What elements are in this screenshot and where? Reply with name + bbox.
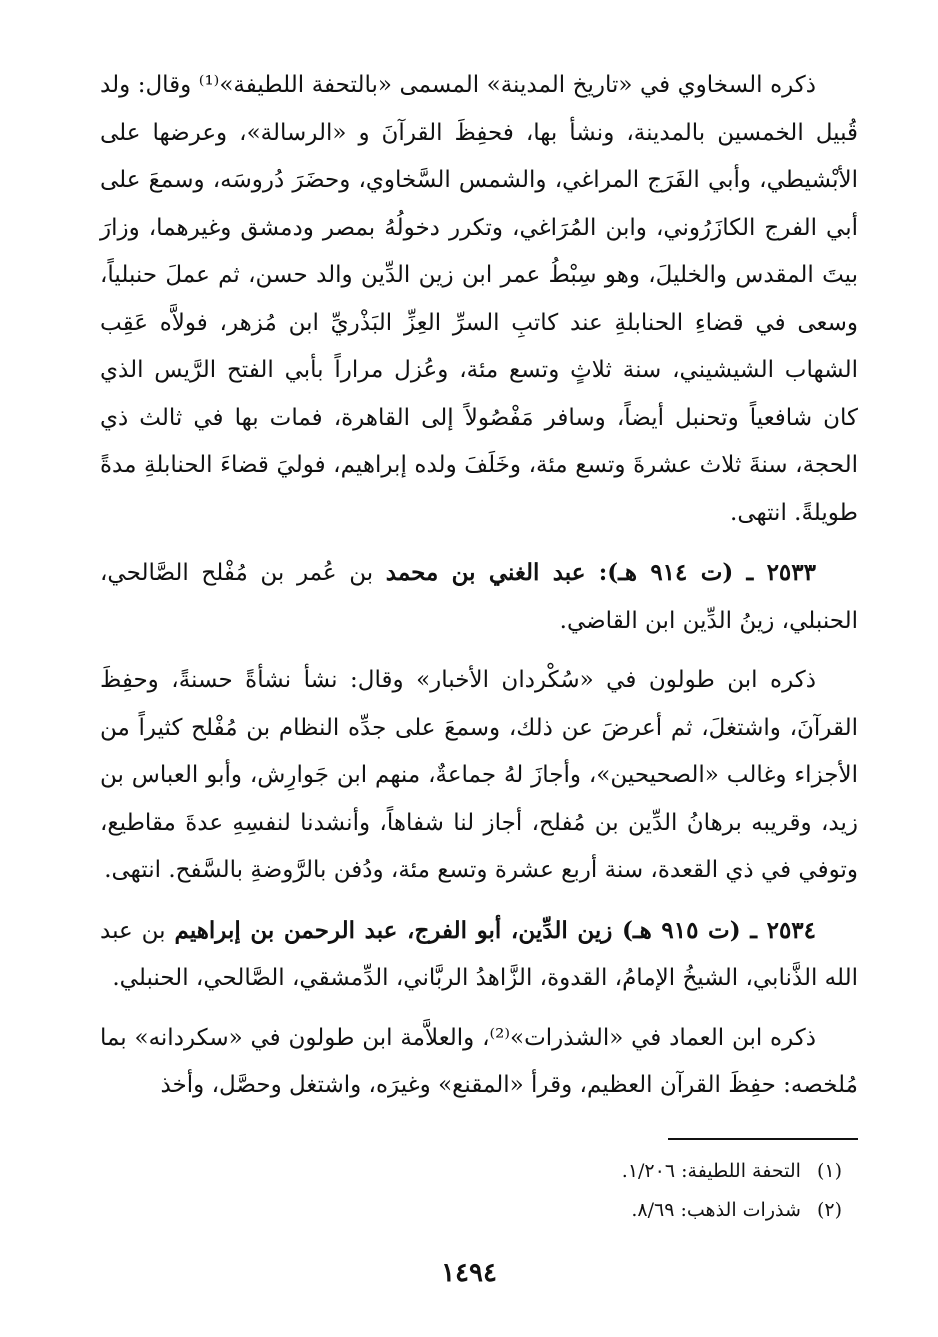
paragraph-sakhawi: ذكره السخاوي في «تاريخ المدينة» المسمى «بالتحفة اللطيفة»⁽¹⁾ وقال: ولد قُبيل الخمسين بالمدينة، ونشأ بها، فحفِظَ القرآنَ و «الرسالة»، وعرضها على الأبْشيطي، وأبي الفَرَج المراغي، والشمس السَّخاوي، وحضَرَ دُروسَه، وسمعَ على أبي الفرج الكازَرُوني، وابن المُرَاغي، وتكرر دخولُهُ بمصر ودمشق وغيرهما، وزارَ بيتَ المقدس والخليلَ، وهو سِبْطُ عمر ابن زين الدِّين والد حسن، ثم عملَ حنبلياً، وسعى في قضاءِ الحنابلةِ عند كاتبِ السرِّ العِزِّ البَذْريِّ ابن مُزهر، فولاَّه عَقِب الشهاب الشيشيني، سنة ثلاثٍ وتسع مئة، وعُزل مراراً بأبي الفتح الرَّيس الذي كان شافعياً وتحنبل أيضاً، وسافر مَفْصُولاً إلى القاهرة، فمات بها في ثالث ذي الحجة، سنةَ ثلاث عشرةَ وتسع مئة، وخَلَفَ ولده إبراهيم، فوليَ قضاءَ الحنابلةِ مدةً طويلةً. انتهى.	[100, 72, 858, 526]
entry-2533-text: بن عُمر بن مُفْلح الصَّالحي، الحنبلي، زينُ الدِّين ابن القاضي.	[100, 560, 858, 634]
footnote-divider	[668, 1138, 858, 1140]
entry-2534-text: بن عبد الله الذَّنابي، الشيخُ الإمامُ، القدوة، الزَّاهدُ الربَّاني، الدِّمشقي، الصَّالحي، الحنبلي.	[100, 917, 858, 991]
entry-2534	[100, 907, 858, 1003]
page-number: ١٤٩٤	[441, 1258, 497, 1288]
footnote-2	[142, 1191, 842, 1230]
entry-2534-heading: ٢٥٣٤ ـ (ت ٩١٥ هـ) زين الدِّين، أبو الفرج، عبد الرحمن بن إبراهيم	[174, 916, 817, 944]
entry-2533	[100, 549, 858, 645]
footnotes	[142, 1152, 842, 1230]
footnote-1-text: التحفة اللطيفة: ١/٢٠٦.	[621, 1160, 801, 1182]
footnote-2-number: (٢)	[816, 1199, 842, 1221]
footnote-2-text: شذرات الذهب: ٨/٦٩.	[631, 1199, 801, 1221]
footnote-1-number: (١)	[816, 1160, 842, 1182]
page-body	[100, 62, 858, 1110]
paragraph-ibn-al-imad: ذكره ابن العماد في «الشذرات»⁽²⁾، والعلاَّمة ابن طولون في «سكردانه» بما مُلخصه: حفِظَ القرآن العظيم، وقرأ «المقنع» وغيرَه، واشتغل وحصَّل، وأخذ	[100, 1024, 858, 1098]
entry-2533-heading: ٢٥٣٣ ـ (ت ٩١٤ هـ): عبد الغني بن محمد	[385, 559, 816, 586]
footnote-1	[142, 1152, 842, 1191]
paragraph-ibn-tulun: ذكره ابن طولون في «سُكْردان الأخبار» وقال: نشأ نشأةً حسنةً، وحفِظَ القرآنَ، واشتغلَ، ثم أعرضَ عن ذلك، وسمعَ على جدِّه النظام بن مُفْلح كثيراً من الأجزاء وغالب «الصحيحين»، وأجازَ لهُ جماعةٌ، منهم ابن جَوارِش، وأبو العباس بن زيد، وقريبه برهانُ الدِّين بن مُفلح، أجاز لنا شفاهاً، وأنشدنا لنفسِهِ عدةَ مقاطيع، وتوفي في ذي القعدة، سنة أربع عشرة وتسع مئة، ودُفن بالرَّوضةِ بالسَّفح. انتهى.	[100, 667, 858, 883]
